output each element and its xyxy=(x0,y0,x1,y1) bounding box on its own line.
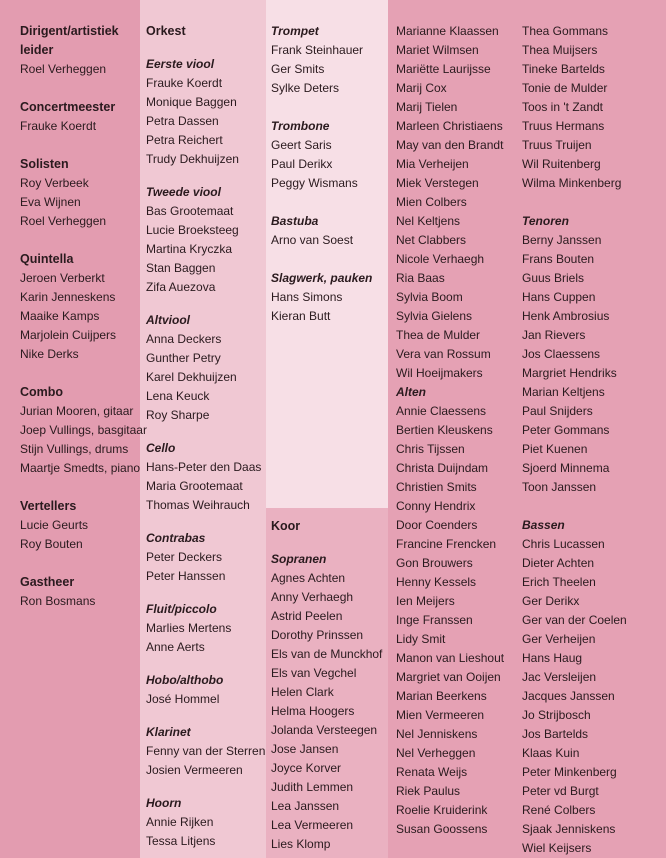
list-item: Fenny van der Sterren xyxy=(146,744,266,758)
name-list xyxy=(522,535,627,858)
section-title-trombone: Trombone xyxy=(271,119,330,133)
name-list xyxy=(20,269,147,364)
section-title-dirigent: Dirigent/artistiek leider xyxy=(20,24,119,57)
name-list xyxy=(522,231,627,497)
list-item: Karel Dekhuijzen xyxy=(146,370,237,384)
list-item: Christa Duijndam xyxy=(396,461,489,475)
list-item: Jolanda Versteegen xyxy=(271,723,378,737)
list-item: Nel Keltjens xyxy=(396,214,461,228)
list-item: Tonie de Mulder xyxy=(522,81,608,95)
list-item: Thea Gommans xyxy=(522,24,609,38)
column-3 xyxy=(271,22,372,326)
section-title-tenoren: Tenoren xyxy=(522,214,569,228)
list-item: Wil Ruitenberg xyxy=(522,157,601,171)
list-item: Ger Smits xyxy=(271,62,325,76)
list-item: Tessa Litjens xyxy=(146,834,216,848)
list-item: René Colbers xyxy=(522,803,596,817)
list-item: Annie Rijken xyxy=(146,815,214,829)
list-item: Dorothy Prinssen xyxy=(271,628,364,642)
list-item: Hans Haug xyxy=(522,651,583,665)
name-list xyxy=(146,74,265,169)
name-list xyxy=(271,288,372,326)
list-item: Renata Weijs xyxy=(396,765,468,779)
list-item: Anny Verhaegh xyxy=(271,590,354,604)
name-list xyxy=(271,41,372,98)
section-title-eerste-viool: Eerste viool xyxy=(146,57,215,71)
section-title-hoorn: Hoorn xyxy=(146,796,182,810)
list-item: Judith Lemmen xyxy=(271,780,354,794)
list-item: Eva Wijnen xyxy=(20,195,81,209)
section-title-quintella: Quintella xyxy=(20,252,74,266)
list-item: Hans-Peter den Daas xyxy=(146,460,262,474)
section-title-tweede-viool: Tweede viool xyxy=(146,185,221,199)
list-item: Lucie Geurts xyxy=(20,518,89,532)
name-list xyxy=(20,402,147,478)
list-item: Annie Claessens xyxy=(396,404,487,418)
list-item: Erich Theelen xyxy=(522,575,596,589)
list-item: Chris Lucassen xyxy=(522,537,605,551)
list-item: Peter Hanssen xyxy=(146,569,226,583)
name-list xyxy=(146,742,265,780)
list-item: Petra Dassen xyxy=(146,114,219,128)
list-item: Monique Baggen xyxy=(146,95,237,109)
list-item: Margriet van Ooijen xyxy=(396,670,501,684)
name-list xyxy=(20,60,147,79)
section-title-concertmeester: Concertmeester xyxy=(20,100,116,114)
list-item: Trudy Dekhuijzen xyxy=(146,152,239,166)
list-item: Els van Vegchel xyxy=(271,666,357,680)
column-4 xyxy=(396,22,504,839)
list-item: May van den Brandt xyxy=(396,138,504,152)
list-item: Frans Bouten xyxy=(522,252,595,266)
list-item: Karin Jenneskens xyxy=(20,290,116,304)
list-item: Peter Minkenberg xyxy=(522,765,617,779)
list-item: Ien Meijers xyxy=(396,594,455,608)
list-item: Susan Goossens xyxy=(396,822,488,836)
name-list xyxy=(20,174,147,231)
list-item: Klaas Kuin xyxy=(522,746,580,760)
list-item: Petra Reichert xyxy=(146,133,223,147)
section-title-trompet: Trompet xyxy=(271,24,319,38)
section-title-cello: Cello xyxy=(146,441,176,455)
list-item: Marleen Christiaens xyxy=(396,119,503,133)
column-5 xyxy=(522,22,627,858)
list-item: Hans Cuppen xyxy=(522,290,596,304)
list-item: Marianne Klaassen xyxy=(396,24,499,38)
list-item: Lucie Broeksteeg xyxy=(146,223,239,237)
list-item: Nel Verheggen xyxy=(396,746,476,760)
name-list xyxy=(146,202,265,297)
list-item: Chris Tijssen xyxy=(396,442,465,456)
list-item: Joyce Korver xyxy=(271,761,342,775)
list-item: Miek Verstegen xyxy=(396,176,479,190)
list-item: Sjaak Jenniskens xyxy=(522,822,616,836)
list-item: Mariëtte Laurijsse xyxy=(396,62,491,76)
list-item: Truus Hermans xyxy=(522,119,605,133)
name-list xyxy=(20,592,147,611)
section-title-altviool: Altviool xyxy=(146,313,190,327)
list-item: Sylvia Boom xyxy=(396,290,463,304)
list-item: Jac Versleijen xyxy=(522,670,597,684)
list-item: Roy Sharpe xyxy=(146,408,210,422)
name-list xyxy=(20,117,147,136)
column-2 xyxy=(146,22,265,851)
name-list xyxy=(146,619,265,657)
list-item: Ger Derikx xyxy=(522,594,580,608)
list-item: Jurian Mooren, gitaar xyxy=(20,404,134,418)
section-title-vertellers: Vertellers xyxy=(20,499,77,513)
section-title-bassen: Bassen xyxy=(522,518,565,532)
list-item: Nel Jenniskens xyxy=(396,727,478,741)
list-item: Margriet Hendriks xyxy=(522,366,617,380)
list-item: Bertien Kleuskens xyxy=(396,423,493,437)
list-item: Jeroen Verberkt xyxy=(20,271,105,285)
list-item: Truus Truijen xyxy=(522,138,592,152)
section-title-orkest: Orkest xyxy=(146,24,186,38)
list-item: Wiel Keijsers xyxy=(522,841,592,855)
list-item: Tineke Bartelds xyxy=(522,62,605,76)
list-item: Roy Bouten xyxy=(20,537,83,551)
section-title-slagwerk: Slagwerk, pauken xyxy=(271,271,373,285)
list-item: Marij Tielen xyxy=(396,100,458,114)
list-item: Roel Verheggen xyxy=(20,62,107,76)
list-item: Kieran Butt xyxy=(271,309,331,323)
name-list xyxy=(271,569,382,854)
list-item: Berny Janssen xyxy=(522,233,602,247)
section-title-alten: Alten xyxy=(396,385,426,399)
name-list xyxy=(522,22,627,193)
list-item: Door Coenders xyxy=(396,518,478,532)
list-item: Lidy Smit xyxy=(396,632,446,646)
list-item: Maaike Kamps xyxy=(20,309,100,323)
list-item: Anne Aerts xyxy=(146,640,205,654)
list-item: Toos in 't Zandt xyxy=(522,100,603,114)
list-item: Thomas Weihrauch xyxy=(146,498,250,512)
list-item: Net Clabbers xyxy=(396,233,467,247)
list-item: Inge Franssen xyxy=(396,613,473,627)
list-item: Gunther Petry xyxy=(146,351,221,365)
list-item: Marian Beerkens xyxy=(396,689,487,703)
section-title-bastuba: Bastuba xyxy=(271,214,319,228)
list-item: Bas Grootemaat xyxy=(146,204,234,218)
list-item: Mia Verheijen xyxy=(396,157,469,171)
list-item: Geert Saris xyxy=(271,138,332,152)
list-item: Jan Rievers xyxy=(522,328,586,342)
list-item: Joep Vullings, basgitaar xyxy=(20,423,147,437)
list-item: Agnes Achten xyxy=(271,571,346,585)
list-item: Jos Claessens xyxy=(522,347,601,361)
list-item: Stan Baggen xyxy=(146,261,216,275)
list-item: Helen Clark xyxy=(271,685,334,699)
list-item: Riek Paulus xyxy=(396,784,461,798)
list-item: Zifa Auezova xyxy=(146,280,216,294)
list-item: Hans Simons xyxy=(271,290,343,304)
name-list xyxy=(396,402,504,839)
list-item: Frauke Koerdt xyxy=(20,119,97,133)
list-item: Marij Cox xyxy=(396,81,447,95)
list-item: Peggy Wismans xyxy=(271,176,358,190)
section-title-gastheer: Gastheer xyxy=(20,575,75,589)
name-list xyxy=(146,330,265,425)
list-item: Astrid Peelen xyxy=(271,609,343,623)
list-item: Martina Kryczka xyxy=(146,242,233,256)
name-list xyxy=(146,813,265,851)
list-item: Peter Deckers xyxy=(146,550,223,564)
list-item: Paul Derikx xyxy=(271,157,333,171)
name-list xyxy=(396,22,504,383)
list-item: Marjolein Cuijpers xyxy=(20,328,117,342)
list-item: Wilma Minkenberg xyxy=(522,176,622,190)
list-item: Josien Vermeeren xyxy=(146,763,243,777)
list-item: Mien Vermeeren xyxy=(396,708,485,722)
list-item: Nicole Verhaegh xyxy=(396,252,485,266)
list-item: Henny Kessels xyxy=(396,575,477,589)
section-title-combo: Combo xyxy=(20,385,64,399)
list-item: Helma Hoogers xyxy=(271,704,355,718)
list-item: Lea Vermeeren xyxy=(271,818,354,832)
name-list xyxy=(20,516,147,554)
list-item: Peter Gommans xyxy=(522,423,610,437)
list-item: Sylvia Gielens xyxy=(396,309,473,323)
list-item: Lena Keuck xyxy=(146,389,210,403)
list-item: Thea Muijsers xyxy=(522,43,598,57)
name-list xyxy=(146,690,265,709)
list-item: Toon Janssen xyxy=(522,480,597,494)
list-item: Ron Bosmans xyxy=(20,594,96,608)
list-item: Maartje Smedts, piano xyxy=(20,461,141,475)
list-item: Vera van Rossum xyxy=(396,347,491,361)
section-title-hobo: Hobo/althobo xyxy=(146,673,224,687)
list-item: José Hommel xyxy=(146,692,220,706)
section-title-fluit: Fluit/piccolo xyxy=(146,602,217,616)
list-item: Jos Bartelds xyxy=(522,727,589,741)
list-item: Roel Verheggen xyxy=(20,214,107,228)
list-item: Marian Keltjens xyxy=(522,385,605,399)
list-item: Els van de Munckhof xyxy=(271,647,383,661)
list-item: Jo Strijbosch xyxy=(522,708,591,722)
list-item: Jacques Janssen xyxy=(522,689,615,703)
list-item: Christien Smits xyxy=(396,480,477,494)
list-item: Marlies Mertens xyxy=(146,621,232,635)
column-1 xyxy=(20,22,147,611)
section-title-sopranen: Sopranen xyxy=(271,552,327,566)
section-title-contrabas: Contrabas xyxy=(146,531,206,545)
list-item: Stijn Vullings, drums xyxy=(20,442,129,456)
list-item: Henk Ambrosius xyxy=(522,309,610,323)
list-item: Roelie Kruiderink xyxy=(396,803,488,817)
list-item: Roy Verbeek xyxy=(20,176,89,190)
list-item: Piet Kuenen xyxy=(522,442,588,456)
name-list xyxy=(271,231,372,250)
list-item: Jose Jansen xyxy=(271,742,339,756)
section-title-solisten: Solisten xyxy=(20,157,69,171)
column-3-koor xyxy=(271,517,382,854)
list-item: Peter vd Burgt xyxy=(522,784,599,798)
list-item: Paul Snijders xyxy=(522,404,593,418)
name-list xyxy=(271,136,372,193)
list-item: Wil Hoeijmakers xyxy=(396,366,483,380)
list-item: Francine Frencken xyxy=(396,537,497,551)
list-item: Ger Verheijen xyxy=(522,632,596,646)
list-item: Arno van Soest xyxy=(271,233,354,247)
list-item: Sjoerd Minnema xyxy=(522,461,610,475)
list-item: Thea de Mulder xyxy=(396,328,481,342)
list-item: Dieter Achten xyxy=(522,556,595,570)
list-item: Maria Grootemaat xyxy=(146,479,243,493)
section-title-koor: Koor xyxy=(271,519,301,533)
list-item: Conny Hendrix xyxy=(396,499,476,513)
list-item: Lea Janssen xyxy=(271,799,340,813)
list-item: Mariet Wilmsen xyxy=(396,43,479,57)
list-item: Manon van Lieshout xyxy=(396,651,505,665)
list-item: Mien Colbers xyxy=(396,195,467,209)
list-item: Ger van der Coelen xyxy=(522,613,627,627)
list-item: Gon Brouwers xyxy=(396,556,473,570)
list-item: Sylke Deters xyxy=(271,81,340,95)
list-item: Ria Baas xyxy=(396,271,445,285)
list-item: Nike Derks xyxy=(20,347,79,361)
list-item: Anna Deckers xyxy=(146,332,222,346)
list-item: Lies Klomp xyxy=(271,837,331,851)
name-list xyxy=(146,548,265,586)
list-item: Frauke Koerdt xyxy=(146,76,223,90)
section-title-klarinet: Klarinet xyxy=(146,725,191,739)
list-item: Guus Briels xyxy=(522,271,585,285)
name-list xyxy=(146,458,265,515)
list-item: Frank Steinhauer xyxy=(271,43,364,57)
